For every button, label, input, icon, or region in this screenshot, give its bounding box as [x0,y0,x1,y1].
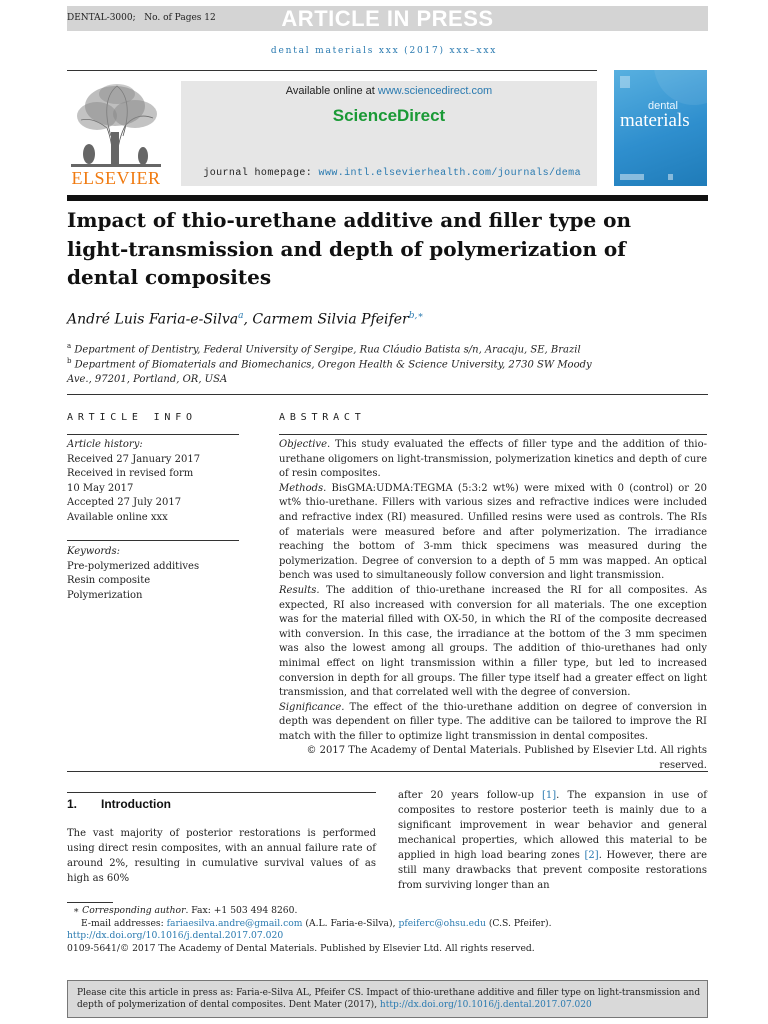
affiliation-marker[interactable]: a [238,311,244,321]
available-online-label: Available online at [285,85,378,97]
citation-body: Please cite this article in press as: Faria-e-Silva AL, Pfeifer CS. Impact of thio-urethane additive and filler type on light-transmission and depth of polymerization of dental composites. Dent Mater (2017), [77,988,701,1010]
corresponding-author-note [67,905,707,918]
intro-text: . However, there are still many drawbacks that prevent composite restorations from surviving longer than an [398,850,707,891]
cover-title-small: dental [648,100,678,112]
cover-title-large: materials [620,110,690,131]
sciencedirect-header [181,81,597,186]
article-info [67,438,239,526]
doi-link[interactable]: http://dx.doi.org/10.1016/j.dental.2017.07.020 [67,930,284,942]
intro-left-column: The vast majority of posterior restorations is performed using direct resin composites, with an annual failure rate of around 2%, resulting in cumulative survival values of as high as 60% [67,828,376,884]
abstract-copyright: © 2017 The Academy of Dental Materials. Published by Elsevier Ltd. All rights reserved. [306,745,707,772]
header-rule [67,70,597,71]
affiliation-text: Department of Biomaterials and Biomechanics, Oregon Health & Science University, 2730 SW Moody Ave., 97201, Portland, OR, USA [67,359,592,386]
keyword: Pre-polymerized additives [67,560,200,572]
section-divider [67,394,708,395]
journal-reference: dental materials xxx (2017) xxx–xxx [270,46,498,56]
affiliation-marker: a [67,342,72,350]
intro-heading-rule [67,792,376,793]
citation-link[interactable]: [2] [584,850,599,861]
journal-homepage-line [203,168,581,179]
significance-label: Significance. [279,701,345,713]
significance-text: The effect of the thio-urethane addition on degree of conversion in depth was dependent on filler type. The additive can be tailored to improve the RI match with the filler to optimize light transmission in dental composites. [279,701,707,742]
available-online-line [181,85,597,97]
author-name: André Luis Faria-e-Silva [67,311,239,328]
email-link[interactable]: pfeiferc@ohsu.edu [398,917,486,929]
keywords-rule [67,540,239,541]
journal-homepage-link[interactable]: www.intl.elsevierhealth.com/journals/dema [318,168,581,179]
intro-right-column [398,788,707,893]
introduction-heading: 1. Introduction [67,797,171,811]
citation-text [77,987,701,1011]
affiliation-marker[interactable]: b,∗ [408,311,424,321]
abstract-objective [279,438,707,482]
footnote-star: ∗ [73,905,80,916]
article-info-heading: ARTICLE INFO [67,412,197,423]
intro-text: after 20 years follow-up [398,790,542,801]
keywords-label: Keywords: [67,546,121,557]
methods-text: BisGMA:UDMA:TEGMA (5:3:2 wt%) were mixed with 0 (control) or 20 wt% thio-urethane. Fillers with various sizes and refractive indices were included and refractive index (RI) measured. Unfilled resins were used as controls. The RIs of materials were measured before and after polymerization. The irradiance reaching the bottom of 3-mm thick specimens was measured during the polymerization. Degree of conversion to a depth of 5 mm was mapped. An optical bench was used to simultaneously follow conversion and light transmission. [279,482,707,582]
issn-copyright: 0109-5641/© 2017 The Academy of Dental Materials. Published by Elsevier Ltd. All rights reserved. [67,942,535,954]
sciencedirect-logo: ScienceDirect [332,106,446,125]
title-top-rule [67,195,708,201]
abstract-rule [279,434,707,435]
manuscript-meta: DENTAL-3000; No. of Pages 12 [67,13,216,23]
citation-link[interactable]: [1] [541,790,557,801]
abstract-significance [279,701,707,745]
history-item: Available online xxx [67,511,168,523]
footnote-rule [67,902,113,903]
affiliation-text: Department of Dentistry, Federal University of Sergipe, Rua Cláudio Batista s/n, Aracaju, SE, Brazil [71,344,581,356]
history-item: 10 May 2017 [67,482,134,494]
journal-cover [614,70,707,186]
keywords [67,545,239,603]
objective-text: This study evaluated the effects of filler type and the addition of thio-urethane oligomers on light-transmission, polymerization kinetics and depth of cure of resin composites. [279,439,707,480]
affiliation-marker: b [67,357,72,365]
abstract-heading: ABSTRACT [279,412,366,423]
history-label: Article history: [67,439,143,450]
journal-homepage-label: journal homepage: [203,168,319,179]
results-text: The addition of thio-urethane increased the RI for all composites. As expected, RI also increased with conversion for all materials. The one exception was for the material filled with OX-50, in which the RI of the composite decreased with conversion. In this case, the irradiance at the bottom of the 3 mm specimen was also the lowest among all groups. The addition of thio-urethanes had only minimal effect on light transmission within a filler type, but led to increased conversion in depth for all groups. The filler type itself had a greater effect on light transmission, and that correlated well with the degree of conversion. [279,584,707,699]
elsevier-wordmark: ELSEVIER [71,168,161,188]
email-addresses [67,918,707,931]
objective-label: Objective. [279,439,331,450]
citation-box [67,980,708,1018]
abstract-methods [279,482,707,584]
keyword: Polymerization [67,589,143,601]
article-info-rule [67,434,239,435]
history-item: Received in revised form [67,468,194,480]
email-owner: (C.S. Pfeifer). [485,917,552,929]
email-link[interactable]: fariaesilva.andre@gmail.com [166,917,303,929]
citation-doi-link[interactable]: http://dx.doi.org/10.1016/j.dental.2017.07.020 [379,1000,592,1010]
history-item: Received 27 January 2017 [67,453,201,465]
abstract-body [279,438,707,774]
email-owner: (A.L. Faria-e-Silva), [302,917,399,929]
author-separator: , [243,311,253,328]
keyword: Resin composite [67,575,151,587]
abstract-results [279,584,707,701]
author-name: Carmem Silvia Pfeifer [252,311,409,328]
article-in-press-bar [67,6,708,31]
article-title: Impact of thio-urethane additive and filler type on light-transmission and depth of polymerization of dental composites [67,208,632,289]
corresponding-author-fax: . Fax: +1 503 494 8260. [185,905,298,916]
author-line [67,311,423,328]
methods-label: Methods. [279,482,327,494]
corresponding-author-label: Corresponding author [82,905,186,916]
intro-text: . The expansion in use of composites to restore posterior teeth is mainly due to a significant improvement in wear behavior and general mechanical properties, which allowed this material to be applied in high load bearing zones [398,790,707,861]
history-item: Accepted 27 July 2017 [67,497,182,509]
article-in-press-banner: ARTICLE IN PRESS [281,6,494,31]
affiliation-b [67,354,607,387]
results-label: Results. [279,584,320,596]
email-label: E-mail addresses: [81,917,167,929]
footnotes [67,905,707,955]
sciencedirect-link[interactable]: www.sciencedirect.com [377,85,493,97]
body-divider [67,771,708,772]
